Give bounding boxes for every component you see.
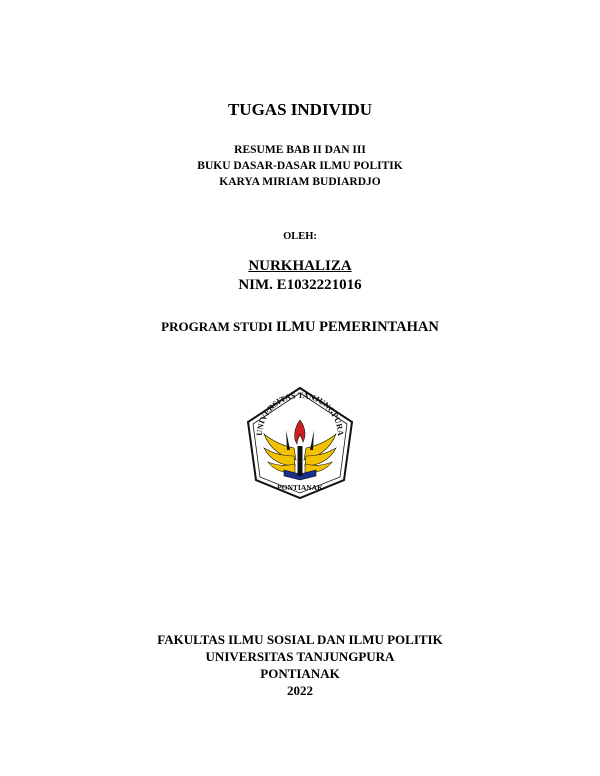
by-label: OLEH: xyxy=(283,231,317,242)
subtitle-line-1: RESUME BAB II DAN III xyxy=(234,144,366,156)
program-name: ILMU PEMERINTAHAN xyxy=(275,319,439,335)
university-emblem-icon xyxy=(240,384,360,502)
footer-line-3: PONTIANAK xyxy=(260,666,340,681)
university-logo xyxy=(240,384,360,502)
author-name: NURKHALIZA xyxy=(248,258,352,274)
logo-bottom-text: PONTIANAK xyxy=(277,483,323,492)
footer-line-2: UNIVERSITAS TANJUNGPURA xyxy=(205,649,395,664)
footer-line-1: FAKULTAS ILMU SOSIAL DAN ILMU POLITIK xyxy=(157,632,443,647)
footer-line-4: 2022 xyxy=(287,683,313,698)
subtitle-line-3: KARYA MIRIAM BUDIARDJO xyxy=(219,176,381,188)
logo-top-text: UNIVERSITAS TANJUNGPURA xyxy=(254,390,346,437)
document-title: TUGAS INDIVIDU xyxy=(227,100,373,119)
subtitle-line-2: BUKU DASAR-DASAR ILMU POLITIK xyxy=(197,160,403,172)
study-program xyxy=(0,319,600,336)
program-prefix: PROGRAM STUDI xyxy=(161,319,273,334)
student-id: NIM. E1032221016 xyxy=(238,277,362,293)
